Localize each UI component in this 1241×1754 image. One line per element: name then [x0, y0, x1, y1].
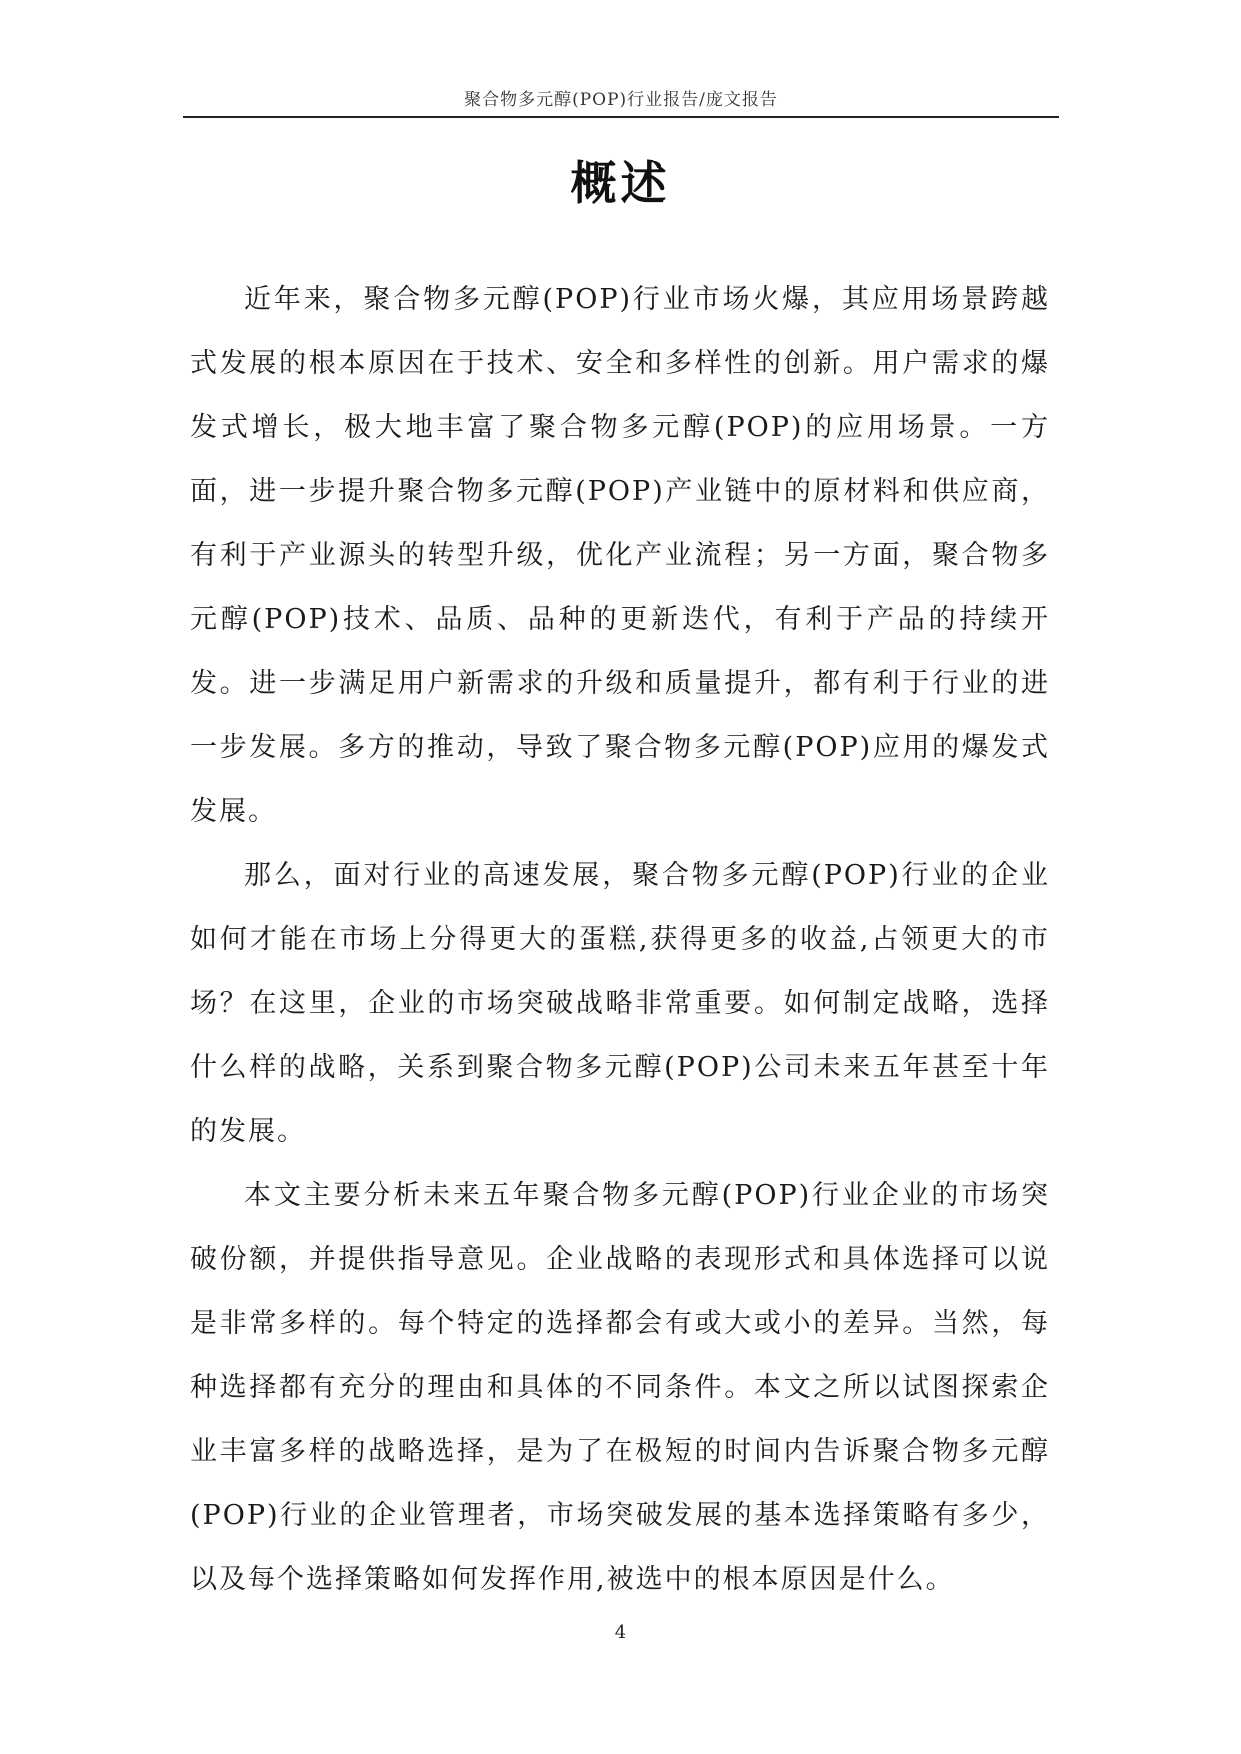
paragraph-3: 本文主要分析未来五年聚合物多元醇(POP)行业企业的市场突破份额，并提供指导意见。企业战略的表现形式和具体选择可以说是非常多样的。每个特定的选择都会有或大或小的差异。当然，每种选择都有充分的理由和具体的不同条件。本文之所以试图探索企业丰富多样的战略选择，是为了在极短的时间内告诉聚合物多元醇(POP)行业的企业管理者，市场突破发展的基本选择策略有多少，以及每个选择策略如何发挥作用,被选中的根本原因是什么。 [190, 1180, 1050, 1595]
paragraph-2: 那么，面对行业的高速发展，聚合物多元醇(POP)行业的企业如何才能在市场上分得更大的蛋糕,获得更多的收益,占领更大的市场？在这里，企业的市场突破战略非常重要。如何制定战略，选择什么样的战略，关系到聚合物多元醇(POP)公司未来五年甚至十年的发展。 [190, 860, 1050, 1147]
page-number: 4 [614, 1622, 627, 1643]
document-body [190, 268, 1050, 1612]
paragraph-1: 近年来，聚合物多元醇(POP)行业市场火爆，其应用场景跨越式发展的根本原因在于技术、安全和多样性的创新。用户需求的爆发式增长，极大地丰富了聚合物多元醇(POP)的应用场景。一方面，进一步提升聚合物多元醇(POP)产业链中的原材料和供应商，有利于产业源头的转型升级，优化产业流程；另一方面，聚合物多元醇(POP)技术、品质、品种的更新迭代，有利于产品的持续开发。进一步满足用户新需求的升级和质量提升，都有利于行业的进一步发展。多方的推动，导致了聚合物多元醇(POP)应用的爆发式发展。 [190, 284, 1050, 827]
running-header-text: 聚合物多元醇(POP)行业报告/庞文报告 [464, 90, 778, 110]
section-title: 概述 [570, 156, 671, 210]
running-header [183, 84, 1059, 118]
